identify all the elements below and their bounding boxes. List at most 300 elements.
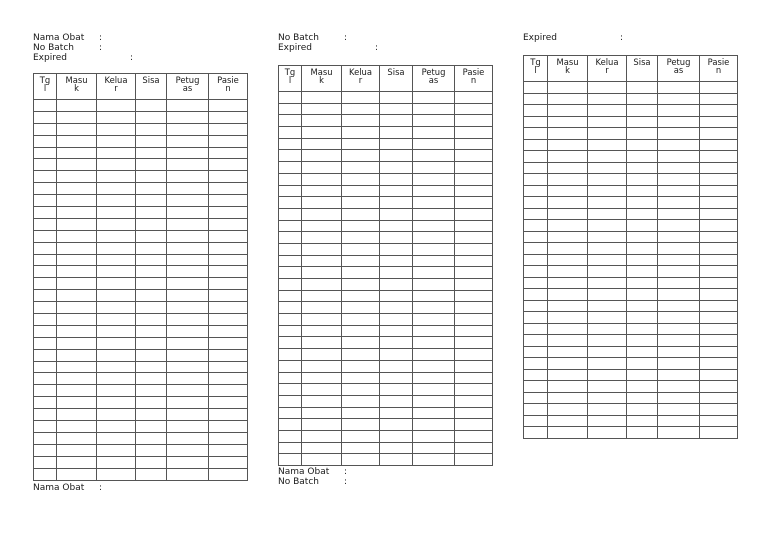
table-cell [524,346,548,358]
table-cell [413,442,455,454]
table-cell [524,404,548,416]
table-cell [279,197,302,209]
col-header-sisa: Sisa [136,74,167,100]
table-cell [524,220,548,232]
table-row [279,208,493,220]
table-cell [524,151,548,163]
table-row [524,277,738,289]
table-cell [57,397,97,409]
table-cell [302,290,342,302]
table-cell [548,300,588,312]
table-cell [548,162,588,174]
table-cell [57,147,97,159]
table-cell [136,100,167,112]
table-cell [588,185,627,197]
table-cell [380,138,413,150]
table-cell [136,325,167,337]
table-cell [57,207,97,219]
table-cell [97,171,136,183]
table-cell [167,290,209,302]
table-row [279,255,493,267]
table-cell [588,266,627,278]
table-cell [413,384,455,396]
table-cell [167,278,209,290]
table-cell [588,139,627,151]
table-cell [700,404,738,416]
table-cell [413,395,455,407]
table-cell [302,197,342,209]
table-cell [279,267,302,279]
table-cell [342,173,380,185]
table-cell [524,277,548,289]
col-header-petugas: Petug as [167,74,209,100]
table-cell [302,302,342,314]
table-cell [658,82,700,94]
table-cell [342,454,380,466]
card-2-header-fields [278,33,493,53]
table-cell [279,430,302,442]
stock-table [523,55,738,439]
table-cell [302,208,342,220]
table-cell [455,419,493,431]
table-cell [455,430,493,442]
stock-card-2 [278,33,493,487]
table-cell [658,254,700,266]
table-cell [136,421,167,433]
col-header-keluar: Kelua r [342,66,380,92]
table-cell [627,82,658,94]
table-cell [380,185,413,197]
table-cell [57,456,97,468]
table-cell [524,185,548,197]
table-cell [455,360,493,372]
table-cell [57,409,97,421]
table-cell [413,103,455,115]
table-cell [342,430,380,442]
table-cell [627,346,658,358]
table-cell [34,171,57,183]
table-cell [588,277,627,289]
table-cell [658,116,700,128]
table-cell [700,392,738,404]
table-cell [658,197,700,209]
table-row [524,404,738,416]
field-expired: Expired : [523,33,624,43]
table-cell [34,147,57,159]
table-row [34,314,248,326]
table-row [34,159,248,171]
table-cell [97,147,136,159]
table-row [34,254,248,266]
table-cell [279,92,302,104]
table-cell [279,337,302,349]
table-cell [34,135,57,147]
table-cell [34,100,57,112]
table-cell [209,159,248,171]
table-cell [413,232,455,244]
field-nama-obat: Nama Obat : [33,33,103,43]
table-row [524,162,738,174]
card-1-footer-fields [33,483,248,493]
table-cell [455,173,493,185]
table-cell [548,358,588,370]
table-cell [302,138,342,150]
table-cell [279,372,302,384]
table-row [279,173,493,185]
table-row [34,278,248,290]
table-cell [413,267,455,279]
table-row [279,162,493,174]
table-cell [413,92,455,104]
table-cell [588,369,627,381]
table-cell [588,312,627,324]
table-cell [209,444,248,456]
table-cell [136,432,167,444]
table-cell [97,314,136,326]
table-cell [97,349,136,361]
table-cell [34,468,57,480]
table-cell [524,105,548,117]
table-cell [658,128,700,140]
table-row [279,279,493,291]
table-cell [167,325,209,337]
table-cell [548,404,588,416]
table-cell [209,278,248,290]
table-cell [524,358,548,370]
table-cell [548,254,588,266]
table-cell [97,397,136,409]
table-cell [627,277,658,289]
table-cell [658,300,700,312]
table-cell [380,314,413,326]
table-cell [548,392,588,404]
table-cell [627,335,658,347]
table-cell [209,325,248,337]
table-cell [302,185,342,197]
table-cell [524,174,548,186]
table-cell [167,111,209,123]
table-cell [700,197,738,209]
table-cell [548,266,588,278]
table-cell [524,392,548,404]
table-cell [627,415,658,427]
field-no-batch: No Batch : [278,33,348,43]
table-cell [548,335,588,347]
table-cell [34,123,57,135]
table-cell [658,243,700,255]
table-cell [136,385,167,397]
table-cell [524,369,548,381]
table-cell [413,360,455,372]
table-cell [380,267,413,279]
table-cell [97,218,136,230]
table-cell [302,232,342,244]
table-row [34,147,248,159]
field-expired: Expired : [33,53,134,63]
table-cell [588,404,627,416]
col-header-petugas: Petug as [658,56,700,82]
table-cell [588,392,627,404]
table-cell [627,427,658,439]
table-cell [34,266,57,278]
table-cell [627,266,658,278]
table-cell [700,254,738,266]
table-row [279,103,493,115]
table-cell [658,404,700,416]
table-row [34,409,248,421]
table-row [34,290,248,302]
table-row [279,314,493,326]
table-row [279,220,493,232]
table-cell [700,208,738,220]
table-cell [700,151,738,163]
table-cell [57,254,97,266]
table-cell [658,415,700,427]
table-cell [524,162,548,174]
table-row [34,361,248,373]
table-cell [209,409,248,421]
table-cell [342,325,380,337]
table-cell [97,159,136,171]
col-header-keluar: Kelua r [588,56,627,82]
table-cell [588,220,627,232]
table-cell [380,395,413,407]
table-cell [34,456,57,468]
table-cell [548,220,588,232]
table-cell [97,183,136,195]
table-row [279,384,493,396]
table-cell [97,123,136,135]
table-row [524,243,738,255]
table-cell [57,242,97,254]
table-cell [380,360,413,372]
table-row [34,444,248,456]
table-row [524,335,738,347]
table-cell [209,349,248,361]
table-cell [380,115,413,127]
table-cell [167,468,209,480]
table-row [524,116,738,128]
table-cell [455,103,493,115]
table-cell [342,208,380,220]
table-cell [136,314,167,326]
table-cell [97,302,136,314]
table-cell [548,427,588,439]
table-cell [97,409,136,421]
table-row [524,346,738,358]
table-cell [548,116,588,128]
table-cell [627,151,658,163]
table-cell [57,421,97,433]
table-cell [380,419,413,431]
table-row [34,242,248,254]
table-cell [302,115,342,127]
table-cell [548,197,588,209]
table-cell [342,115,380,127]
table-cell [136,397,167,409]
table-row [34,397,248,409]
table-cell [209,397,248,409]
table-cell [380,103,413,115]
table-cell [413,454,455,466]
table-cell [627,139,658,151]
table-cell [658,392,700,404]
table-row [279,454,493,466]
table-cell [302,419,342,431]
table-row [34,302,248,314]
table-cell [167,218,209,230]
table-cell [700,323,738,335]
table-cell [700,369,738,381]
table-row [34,195,248,207]
table-cell [455,267,493,279]
table-cell [279,150,302,162]
table-cell [524,323,548,335]
table-cell [342,162,380,174]
table-cell [167,254,209,266]
table-row [34,421,248,433]
table-cell [548,289,588,301]
field-no-batch: No Batch : [33,43,103,53]
table-cell [34,302,57,314]
table-cell [455,232,493,244]
table-cell [380,384,413,396]
table-row [524,300,738,312]
table-cell [588,381,627,393]
table-cell [302,442,342,454]
table-cell [627,323,658,335]
table-cell [57,100,97,112]
table-cell [34,373,57,385]
table-cell [167,207,209,219]
table-cell [548,82,588,94]
table-cell [167,373,209,385]
table-cell [302,92,342,104]
table-cell [279,162,302,174]
table-cell [57,135,97,147]
table-cell [57,195,97,207]
table-cell [167,266,209,278]
table-cell [302,407,342,419]
table-row [279,115,493,127]
table-cell [34,207,57,219]
table-cell [588,346,627,358]
table-cell [627,174,658,186]
table-cell [658,139,700,151]
table-row [34,325,248,337]
table-cell [342,197,380,209]
table-cell [658,266,700,278]
table-cell [34,314,57,326]
table-cell [455,395,493,407]
table-cell [548,381,588,393]
table-cell [209,207,248,219]
table-cell [588,415,627,427]
table-row [524,151,738,163]
col-header-pasien: Pasie n [700,56,738,82]
table-cell [342,232,380,244]
table-cell [524,300,548,312]
table-row [34,100,248,112]
table-cell [455,255,493,267]
table-cell [455,372,493,384]
table-cell [627,93,658,105]
table-row [279,360,493,372]
table-cell [700,335,738,347]
table-cell [167,183,209,195]
table-cell [413,208,455,220]
table-row [34,123,248,135]
table-cell [209,183,248,195]
table-cell [524,128,548,140]
table-cell [627,404,658,416]
table-cell [302,430,342,442]
table-cell [97,135,136,147]
card-2-footer-fields [278,467,493,487]
table-cell [279,220,302,232]
table-cell [136,290,167,302]
table-cell [380,372,413,384]
table-cell [548,208,588,220]
table-cell [588,254,627,266]
table-cell [455,150,493,162]
table-cell [380,220,413,232]
table-cell [34,361,57,373]
table-cell [279,208,302,220]
table-row [524,197,738,209]
stock-table [278,65,493,466]
table-cell [380,127,413,139]
table-cell [380,255,413,267]
table-cell [302,103,342,115]
table-cell [279,454,302,466]
table-cell [588,358,627,370]
table-cell [627,369,658,381]
col-header-sisa: Sisa [380,66,413,92]
table-cell [380,150,413,162]
table-cell [34,242,57,254]
table-cell [548,415,588,427]
table-cell [34,409,57,421]
table-cell [136,230,167,242]
table-cell [342,290,380,302]
table-row [34,111,248,123]
table-cell [413,115,455,127]
table-cell [34,290,57,302]
table-cell [455,208,493,220]
table-cell [302,279,342,291]
table-cell [700,93,738,105]
table-row [279,442,493,454]
table-cell [302,243,342,255]
table-cell [34,397,57,409]
table-cell [167,409,209,421]
table-cell [279,419,302,431]
table-cell [455,92,493,104]
table-cell [455,442,493,454]
table-cell [627,231,658,243]
table-cell [279,279,302,291]
table-cell [658,358,700,370]
table-cell [455,138,493,150]
table-cell [700,174,738,186]
table-cell [413,255,455,267]
table-row [524,128,738,140]
table-cell [380,290,413,302]
table-row [34,432,248,444]
table-cell [136,242,167,254]
table-cell [342,302,380,314]
